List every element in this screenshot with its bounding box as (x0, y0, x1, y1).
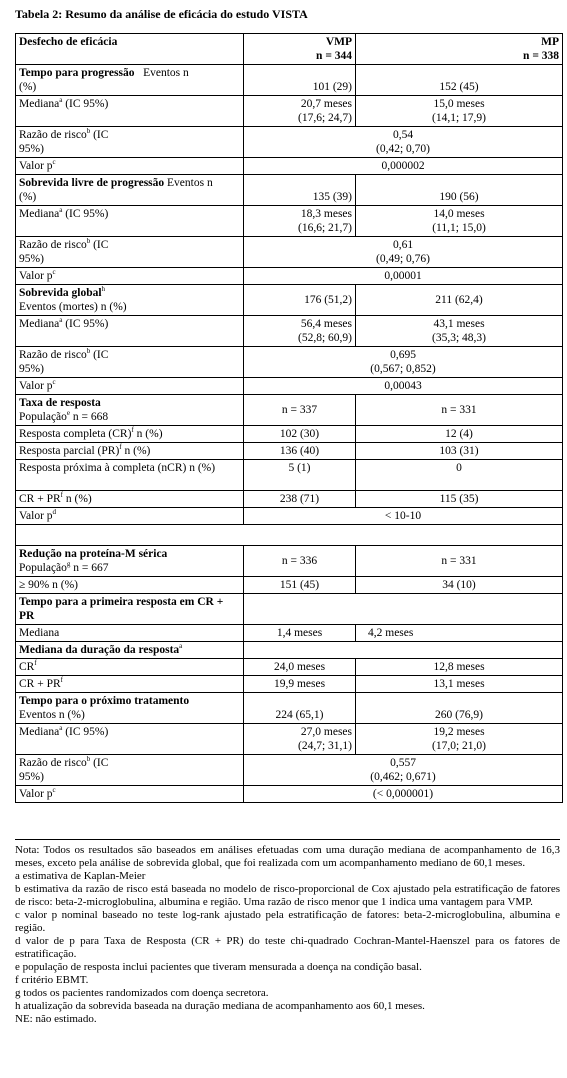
table-row (16, 65, 563, 96)
pfs-median-label: Mediana$^a$ (IC 95%) (16, 206, 244, 237)
ttnt-p-value: (< 0,000001) (244, 786, 563, 803)
resp-cr-label: Resposta completa (CR)$^f$ n (%) (16, 426, 244, 443)
ttp-hr-label: Razão de risco$^b$ (IC 95%) (16, 127, 244, 158)
pfs-median-mp: 14,0 meses (11,1; 15,0) (356, 206, 563, 237)
mprot-pop-vmp: n = 336 (244, 546, 356, 577)
ttnt-median-vmp: 27,0 meses (24,7; 31,1) (244, 724, 356, 755)
ttp-p-label: Valor $p^c$ (16, 158, 244, 175)
os-label-cell: Sobrevida global$^h$ Eventos (mortes) n (%) (16, 285, 244, 316)
mprot-ge90-vmp: 151 (45) (244, 577, 356, 594)
table-row (16, 491, 563, 508)
pfs-p-value: 0,00001 (244, 268, 563, 285)
dor-crpr-label: CR + $PR^f$ (16, 676, 244, 693)
table-row (16, 347, 563, 378)
ttfr-median-mp: 4,2 meses (356, 625, 563, 642)
ttnt-events-mp: 260 (76,9) (356, 693, 563, 724)
header-endpoint: Desfecho de eficácia (16, 34, 244, 65)
table-row (16, 426, 563, 443)
table-title: Tabela 2: Resumo da análise de eficácia do estudo VISTA (15, 7, 308, 21)
ttnt-hr-value: 0,557 (0,462; 0,671) (244, 755, 563, 786)
ttp-median-vmp: 20,7 meses (17,6; 24,7) (244, 96, 356, 127)
table-row (16, 237, 563, 268)
pfs-median-vmp: 18,3 meses (16,6; 21,7) (244, 206, 356, 237)
footnote-a: a estimativa de Kaplan-Meier (15, 870, 146, 882)
ttp-median-mp: 15,0 meses (14,1; 17,9) (356, 96, 563, 127)
footnotes (15, 839, 560, 1026)
resp-crpr-vmp: 238 (71) (244, 491, 356, 508)
ttnt-events-vmp: 224 (65,1) (244, 693, 356, 724)
table-row (16, 460, 563, 491)
os-events-mp: 211 (62,4) (356, 285, 563, 316)
mprot-label-cell: Redução na proteína-M sérica População$^g$ n = 667 (16, 546, 244, 577)
header-mp: MP n = 338 (356, 34, 563, 65)
footnote-c: c valor p nominal baseado no teste log-rank ajustado pela estratificação de fatores: beta-2-microglobulina, albumina e região. (15, 909, 560, 934)
dor-crpr-mp: 13,1 meses (356, 676, 563, 693)
ttp-p-value: 0,000002 (244, 158, 563, 175)
ttfr-median-vmp: 1,4 meses (244, 625, 356, 642)
footnote-b: b estimativa da razão de risco está baseada no modelo de risco-proporcional de Cox ajustado pela estratificação de fatores de risco: beta-2-microglobulina, albumina e região. Uma razão de risco menor que 1 indica uma vantagem para VMP. (15, 883, 560, 908)
dor-cr-vmp: 24,0 meses (244, 659, 356, 676)
resp-ncr-mp: 0 (356, 460, 563, 491)
os-p-value: 0,00043 (244, 378, 563, 395)
dor-cr-mp: 12,8 meses (356, 659, 563, 676)
ttnt-p-label: Valor $p^c$ (16, 786, 244, 803)
dor-cr-label: $CR^f$ (16, 659, 244, 676)
os-hr-value: 0,695 (0,567; 0,852) (244, 347, 563, 378)
table-row (16, 724, 563, 755)
footnote-f: f critério EBMT. (15, 974, 89, 986)
footnote-ne: NE: não estimado. (15, 1013, 97, 1025)
table-row (16, 786, 563, 803)
table-row (16, 676, 563, 693)
pfs-hr-value: 0,61 (0,49; 0,76) (244, 237, 563, 268)
table-row (16, 268, 563, 285)
table-row (16, 693, 563, 724)
table-header-row (16, 34, 563, 65)
os-hr-label: Razão de risco$^b$ (IC 95%) (16, 347, 244, 378)
table-row (16, 127, 563, 158)
pfs-p-label: Valor $p^c$ (16, 268, 244, 285)
resp-pr-vmp: 136 (40) (244, 443, 356, 460)
table-row (16, 378, 563, 395)
table-row (16, 395, 563, 426)
mprot-ge90-mp: 34 (10) (356, 577, 563, 594)
resp-pr-label: Resposta parcial (PR)$^f$ n (%) (16, 443, 244, 460)
resp-p-label: Valor $p^d$ (16, 508, 244, 525)
pfs-events-mp: 190 (56) (356, 175, 563, 206)
ttnt-median-label: Mediana$^a$ (IC 95%) (16, 724, 244, 755)
resp-crpr-label: CR + $PR^f$ n (%) (16, 491, 244, 508)
ttp-events-vmp: 101 (29) (244, 65, 356, 96)
ttnt-label-cell: Tempo para o próximo tratamento Eventos n (%) (16, 693, 244, 724)
table-row (16, 175, 563, 206)
efficacy-table (15, 33, 563, 803)
os-median-label: Mediana$^a$ (IC 95%) (16, 316, 244, 347)
table-row (16, 158, 563, 175)
table-row (16, 443, 563, 460)
resp-pop-vmp: n = 337 (244, 395, 356, 426)
os-p-label: Valor $p^c$ (16, 378, 244, 395)
dor-crpr-vmp: 19,9 meses (244, 676, 356, 693)
resp-label-cell: Taxa de resposta População$^e$ n = 668 (16, 395, 244, 426)
pfs-hr-label: Razão de risco$^b$ (IC 95%) (16, 237, 244, 268)
footnote-main: Nota: Todos os resultados são baseados em análises efetuadas com uma duração mediana de acompanhamento de 16,3 meses, exceto pela análise de sobrevida global, que foi realizada com um acompanhamento mediano de 60,1 meses. (15, 844, 560, 869)
mprot-pop-mp: n = 331 (356, 546, 563, 577)
footnote-g: g todos os pacientes randomizados com doença secretora. (15, 987, 269, 999)
ttp-median-label: Mediana$^a$ (IC 95%) (16, 96, 244, 127)
table-row (16, 316, 563, 347)
header-vmp: VMP n = 344 (244, 34, 356, 65)
table-row (16, 508, 563, 525)
table-row (16, 659, 563, 676)
pfs-label-cell: Sobrevida livre de progressão Eventos n (%) (16, 175, 244, 206)
resp-p-value: < 10-10 (244, 508, 563, 525)
resp-ncr-vmp: 5 (1) (244, 460, 356, 491)
os-median-vmp: 56,4 meses (52,8; 60,9) (244, 316, 356, 347)
footnote-h: h atualização da sobrevida baseada na duração mediana de acompanhamento aos 60,1 meses. (15, 1000, 425, 1012)
resp-cr-vmp: 102 (30) (244, 426, 356, 443)
mprot-ge90-label: ≥ 90% n (%) (16, 577, 244, 594)
ttp-hr-value: 0,54 (0,42; 0,70) (244, 127, 563, 158)
table-row (16, 577, 563, 594)
ttfr-label: Tempo para a primeira resposta em CR + PR (16, 594, 244, 625)
table-row (16, 755, 563, 786)
ttp-events-mp: 152 (45) (356, 65, 563, 96)
table-row (16, 625, 563, 642)
table-row (16, 546, 563, 577)
dor-label: Mediana da duração da resposta$^a$ (16, 642, 244, 659)
ttfr-median-label: Mediana (16, 625, 244, 642)
os-events-vmp: 176 (51,2) (244, 285, 356, 316)
pfs-events-vmp: 135 (39) (244, 175, 356, 206)
ttp-label-cell: Tempo para progressão Eventos n (%) (16, 65, 244, 96)
os-median-mp: 43,1 meses (35,3; 48,3) (356, 316, 563, 347)
table-row (16, 96, 563, 127)
resp-pop-mp: n = 331 (356, 395, 563, 426)
ttnt-hr-label: Razão de risco$^b$ (IC 95%) (16, 755, 244, 786)
resp-cr-mp: 12 (4) (356, 426, 563, 443)
resp-crpr-mp: 115 (35) (356, 491, 563, 508)
resp-ncr-label: Resposta próxima à completa (nCR) n (%) (16, 460, 244, 491)
ttnt-median-mp: 19,2 meses (17,0; 21,0) (356, 724, 563, 755)
table-row (16, 285, 563, 316)
table-row (16, 642, 563, 659)
resp-pr-mp: 103 (31) (356, 443, 563, 460)
footnote-d: d valor de p para Taxa de Resposta (CR + PR) do teste chi-quadrado Cochran-Mantel-Haenszel para os fatores de estratificação. (15, 935, 560, 960)
table-row (16, 206, 563, 237)
table-row (16, 594, 563, 625)
footnote-e: e população de resposta inclui pacientes que tiveram mensurada a doença na condição basal. (15, 961, 422, 973)
table-spacer-row (16, 525, 563, 546)
